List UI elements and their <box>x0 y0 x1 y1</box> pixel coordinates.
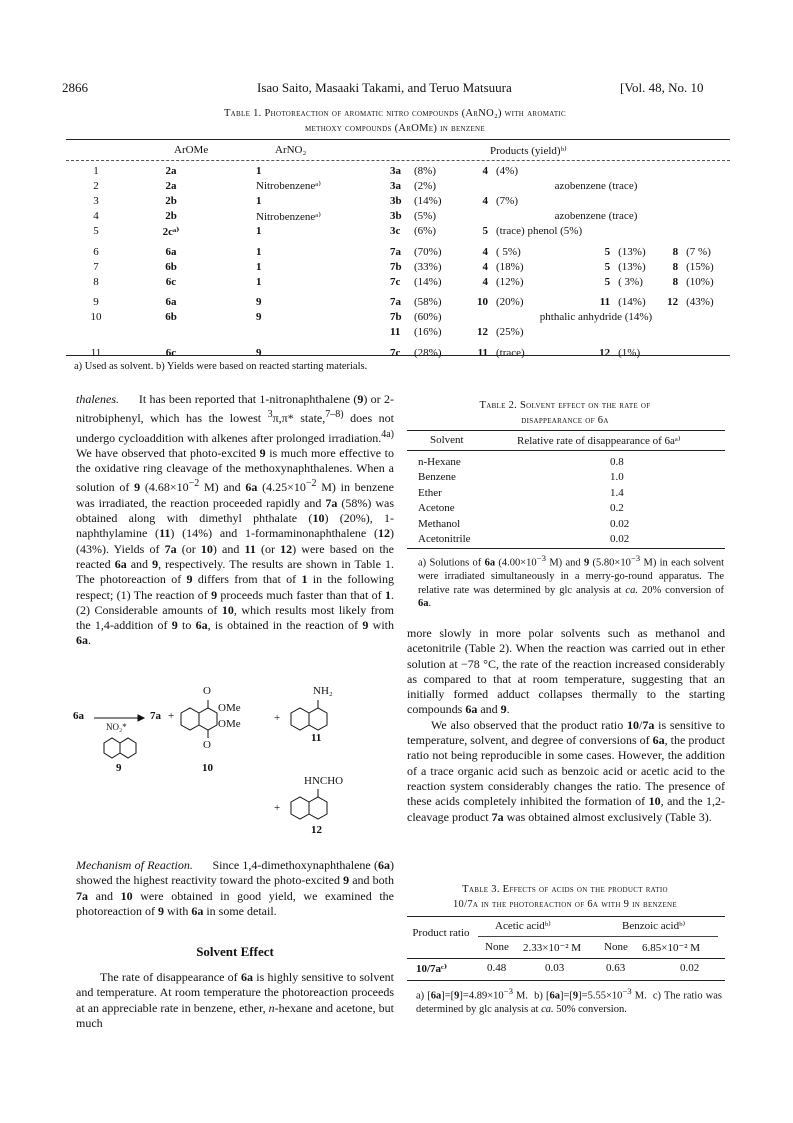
table1-row <box>66 325 730 340</box>
table1-cell-arno2: 9 <box>256 346 262 359</box>
table1-cell-products-text: phthalic anhydride (14%) <box>539 311 653 324</box>
table1-cell-arome: 2cᵃ⁾ <box>162 225 180 238</box>
table3-caption <box>405 882 725 912</box>
table1-cell-yield3 <box>614 325 654 340</box>
table1-cell-product1: 3a <box>390 179 401 192</box>
table2-caption <box>405 398 725 428</box>
table1-cell-yield4: (7 %) <box>686 245 711 258</box>
table2-cell-rate: 0.02 <box>610 533 630 546</box>
table2-cell-rate: 0.02 <box>610 517 630 530</box>
table1-cell-products-text: azobenzene (trace) <box>554 179 638 192</box>
table1-cell-arome: 6c <box>165 275 177 288</box>
table1-cell-products-text: azobenzene (trace) <box>554 210 638 223</box>
table1-cell-product3: 5 <box>604 260 611 273</box>
table3-value-4: 0.02 <box>680 962 700 974</box>
table1-caption-line2: methoxy compounds (ArOMe) in benzene <box>305 123 485 134</box>
table1-cell-product4: 8 <box>672 260 679 273</box>
table1-cell-number <box>66 325 126 340</box>
running-authors: Isao Saito, Masaaki Takami, and Teruo Matsuura <box>257 80 512 95</box>
table1-cell-product2: 4 <box>482 275 488 288</box>
table1-caption <box>60 106 730 136</box>
table1-cell-product4 <box>654 163 682 178</box>
scheme-label-12: 12 <box>311 824 322 836</box>
table1-cell-yield1: (5%) <box>414 210 436 223</box>
table1-cell-product2: 4 <box>482 260 488 273</box>
table1-header-arome: ArOMe <box>174 144 209 156</box>
table1-cell-number: 6 <box>93 245 99 258</box>
table1-cell-product1: 3b <box>390 210 402 223</box>
table1-cell-number: 3 <box>93 194 99 207</box>
table1-cell-yield2: (12%) <box>496 275 524 288</box>
table1-cell-yield2: (20%) <box>496 296 524 309</box>
table1-cell-arno2: Nitrobenzeneᵃ⁾ <box>256 180 321 193</box>
table1-cell-arome: 2a <box>165 179 177 192</box>
table1-row <box>66 290 730 310</box>
table1-cell-product2: 12 <box>477 326 488 339</box>
scheme-label-10: 10 <box>202 762 213 774</box>
table2-row <box>418 516 718 532</box>
table1-cell-product2: 4 <box>482 194 488 207</box>
table2-cell-rate: 1.4 <box>610 486 624 499</box>
table3-sub-conc-1: 2.33×10⁻² M <box>523 942 582 954</box>
table2-caption-line2: disappearance of 6a <box>521 415 609 426</box>
table1-cell-number: 7 <box>93 260 99 273</box>
table1-cell-product4: 8 <box>672 275 679 288</box>
table1-cell-yield3: (14%) <box>618 296 646 309</box>
table1-cell-product1: 7a <box>390 245 401 258</box>
table2-cell-solvent: Benzene <box>418 471 456 484</box>
table1-cell-yield2: (trace) phenol (5%) <box>496 225 583 238</box>
table1-cell-yield1: (14%) <box>414 194 442 207</box>
table2-row <box>418 454 718 470</box>
table1-cell-yield4: (10%) <box>686 275 714 288</box>
table1-cell-product3: 5 <box>604 245 611 258</box>
scheme-reactant-6a: 6a <box>73 710 84 722</box>
table1-cell-arome: 2b <box>165 194 177 207</box>
table1-cell-product1: 7a <box>390 296 401 309</box>
table1-cell-product1: 3c <box>390 225 401 238</box>
table1-cell-yield3 <box>614 224 654 239</box>
table1-cell-product1: 7b <box>390 260 402 273</box>
table1-cell-product4 <box>654 193 682 208</box>
table1-cell-product4: 8 <box>672 245 679 258</box>
table1-cell-arome: 2b <box>165 210 177 223</box>
scheme-plus-1: + <box>168 710 175 722</box>
table2-caption-line1: Table 2. Solvent effect on the rate of <box>479 400 651 411</box>
table1-cell-yield1: (70%) <box>414 245 442 258</box>
table1-cell-number: 8 <box>93 275 99 288</box>
scheme-label-11: 11 <box>311 732 322 744</box>
reaction-scheme <box>66 680 396 855</box>
table1-cell-arome: 6a <box>165 245 177 258</box>
table2-cell-rate: 0.8 <box>610 455 624 468</box>
table2-header-rate: Relative rate of disappearance of 6aᵃ⁾ <box>517 435 681 447</box>
table1-cell-product1: 11 <box>390 326 401 339</box>
table1-cell-arno2: Nitrobenzeneᵃ⁾ <box>256 210 321 223</box>
table1-footnote: a) Used as solvent. b) Yields were based on reacted starting materials. <box>74 361 368 372</box>
table2-row <box>418 501 718 517</box>
table3-caption-line1: Table 3. Effects of acids on the product ratio <box>462 884 668 895</box>
table1-cell-arno2: 1 <box>256 164 262 177</box>
table1-row <box>66 239 730 259</box>
table1-cell-yield2: (trace) <box>496 346 525 359</box>
table3-sub-none-2: None <box>604 941 628 953</box>
table1-cell-arno2 <box>216 325 386 340</box>
table1-cell-yield4: (15%) <box>686 260 714 273</box>
table1-row <box>66 163 730 178</box>
table1-cell-product4 <box>654 325 682 340</box>
table1-cell-product2: 11 <box>477 346 488 359</box>
table2-row <box>418 532 718 548</box>
table1-cell-product3 <box>586 325 614 340</box>
left-para2: Mechanism of Reaction. Since 1,4-dimethoxynaphthalene (6a) showed the highest reactivity toward the photo-excited 9 and both 7a and 10 were obtained in good yield, we examined the photoreaction of 9 with 6a in some detail. <box>76 858 394 918</box>
table3-value-3: 0.63 <box>606 962 626 974</box>
table1-cell-yield4 <box>682 193 730 208</box>
table1-caption-line1: Table 1. Photoreaction of aromatic nitro compounds (ArNO₂) with aromatic <box>223 108 567 119</box>
table1-cell-number: 5 <box>93 225 99 238</box>
table1-cell-number: 2 <box>93 179 99 192</box>
table1-cell-yield2: (18%) <box>496 260 524 273</box>
table2-cell-solvent: Ether <box>418 486 442 499</box>
table1-row <box>66 193 730 208</box>
table3-value-2: 0.03 <box>545 962 565 974</box>
table3-row-label: 10/7aᶜ⁾ <box>416 963 448 975</box>
table1-cell-number: 9 <box>93 296 99 309</box>
table1-cell-arno2: 1 <box>256 225 262 238</box>
table1-cell-product4 <box>654 340 682 360</box>
left-para1: thalenes. It has been reported that 1-nitronaphthalene (9) or 2-nitrobiphenyl, which has the lowest $^3$π,π* state,$^{7-8)}$ does not undergo cycloaddition with alkenes after prolonged irradiation.$^{4a)}$ We have observed that photo-excited 9 is much more effective to the oxidative ring cleavage of the methoxynaphthalenes. When a solution of 9 ($4.68\times 10^{-2}$ M) and 6a ($4.25\times 10^{-2}$ M) in benzene was irradiated, the reaction proceeded rapidly and 7a (58%) was obtained along with dimethyl phthalate (10) (20%), 1-naphthylamine (11) (14%) and 1-formaminonaphthalene (12) (43%). Yields of 7a (or 10) and 11 (or 12) were based on the reacted 6a and 9, respectively. The results are shown in Table 1. The photoreaction of 9 differs from that of 1 in the following respect; (1) The reaction of 9 proceeds much faster than that of 1. (2) Considerable amounts of 10, which results most likely from the 1,4-addition of 9 to 6a, is obtained in the reaction of 9 with 6a. <box>76 392 395 648</box>
table1-cell-yield3: (13%) <box>618 245 646 258</box>
table1-cell-yield1: (58%) <box>414 296 442 309</box>
table1-cell-number: 1 <box>93 164 99 177</box>
table1-cell-yield2: ( 5%) <box>496 245 521 258</box>
scheme-ome-1: OMe <box>218 702 241 714</box>
table1-cell-number: 4 <box>93 210 99 223</box>
table1-cell-yield1: (28%) <box>414 346 442 359</box>
table1-cell-arome: 2a <box>165 164 177 177</box>
section-heading-solvent-effect: Solvent Effect <box>196 944 274 959</box>
table1-row <box>66 340 730 360</box>
table1-cell-arome: 6b <box>165 311 177 324</box>
table1-cell-yield1: (8%) <box>414 164 436 177</box>
table1-cell-yield1: (14%) <box>414 275 442 288</box>
table2-cell-rate: 0.2 <box>610 502 624 515</box>
table1 <box>66 163 730 360</box>
table2-footnote: a) Solutions of 6a ($4.00\times 10^{-3}$ M) and 9 ($5.80\times 10^{-3}$ M) in each solvent were irradiated simultaneously in a merry-go-round apparatus. The relative rate was determined by glc analysis at ca. 20% conversion of 6a. <box>418 553 725 609</box>
table1-cell-product4: 12 <box>667 296 679 309</box>
table3-benzoic-label: Benzoic acidᵇ⁾ <box>622 920 686 932</box>
table1-cell-yield1: (33%) <box>414 260 442 273</box>
table1-row <box>66 274 730 289</box>
table1-cell-yield4 <box>682 163 730 178</box>
table1-cell-product1: 7c <box>390 346 401 359</box>
table1-cell-arome <box>126 325 216 340</box>
table1-cell-product3 <box>586 193 614 208</box>
table1-cell-yield2: (7%) <box>496 194 518 207</box>
scheme-hncho: HNCHO <box>304 775 344 787</box>
table2-row <box>418 485 718 501</box>
scheme-arrow-label: NO₂* <box>106 722 127 732</box>
table2-cell-solvent: n-Hexane <box>418 455 461 468</box>
table1-cell-product2: 4 <box>482 245 488 258</box>
scheme-o-top: O <box>203 685 211 697</box>
table1-cell-yield3 <box>614 193 654 208</box>
scheme-plus-2: + <box>274 712 281 724</box>
table1-cell-product2: 4 <box>482 164 488 177</box>
table1-cell-yield4 <box>682 340 730 360</box>
table1-row <box>66 224 730 239</box>
table1-cell-product1: 3a <box>390 164 401 177</box>
table2-header-solvent: Solvent <box>430 434 464 446</box>
table1-cell-product2: 5 <box>482 225 488 238</box>
table1-cell-yield3: (13%) <box>618 260 646 273</box>
table1-cell-yield3: ( 3%) <box>618 275 643 288</box>
volume-info: [Vol. 48, No. 10 <box>620 80 704 95</box>
table1-cell-arno2: 9 <box>256 311 262 324</box>
scheme-nh2: NH₂ <box>313 685 333 697</box>
table1-cell-arome: 6a <box>165 296 177 309</box>
table1-cell-arome: 6b <box>165 260 177 273</box>
table1-cell-arno2: 1 <box>256 194 262 207</box>
table1-cell-product3: 11 <box>599 296 611 309</box>
left-para3: The rate of disappearance of 6a is highly sensitive to solvent and temperature. At room temperature the photoreaction proceeds at an appreciable rate in benzene, ether, n-hexane and acetone, but much <box>76 970 394 1030</box>
table1-cell-arno2: 1 <box>256 275 262 288</box>
table2-cell-solvent: Acetonitrile <box>418 533 471 546</box>
table1-cell-yield1: (2%) <box>414 179 436 192</box>
table1-cell-arome: 6c <box>165 346 177 359</box>
table1-cell-product3 <box>586 224 614 239</box>
table3-value-1: 0.48 <box>487 962 507 974</box>
table3-caption-line2: 10/7a in the photoreaction of 6a with 9 in benzene <box>453 899 677 910</box>
table1-cell-yield1: (16%) <box>414 326 442 339</box>
table2-cell-solvent: Methanol <box>418 517 461 530</box>
table1-cell-yield1: (60%) <box>414 311 442 324</box>
scheme-ome-2: OMe <box>218 718 241 730</box>
table1-cell-yield1: (6%) <box>414 225 436 238</box>
table1-cell-arno2: 1 <box>256 260 262 273</box>
scheme-plus-3: + <box>274 802 281 814</box>
table3-sub-conc-2: 6.85×10⁻² M <box>642 942 701 954</box>
table1-header-products: Products (yield)ᵇ⁾ <box>490 145 567 157</box>
scheme-o-bottom: O <box>203 739 211 751</box>
table1-cell-arno2: 1 <box>256 245 262 258</box>
table1-cell-yield3: (1%) <box>618 346 641 359</box>
table1-cell-number: 11 <box>90 346 102 359</box>
table1-cell-yield2: (4%) <box>496 164 518 177</box>
table1-cell-yield3 <box>614 163 654 178</box>
table1-cell-arno2: 9 <box>256 296 262 309</box>
table2-cell-rate: 1.0 <box>610 471 624 484</box>
table1-row <box>66 209 730 224</box>
right-para1: more slowly in more polar solvents such as methanol and acetonitrile (Table 2). When the reaction was carried out in ether solution at −78 °C, the rate of the reaction increased considerably as compared to that at room temperature, suggesting that an initially formed adduct collapses thermally to the starting compounds 6a and 9. We also observed that the product ratio 10/7a is sensitive to temperature, solvent, and degree of conversions of 6a, the product ratio not being reproducible in some cases. However, the addition of a trace organic acid such as benzoic acid or acetic acid to the reaction system considerably changes the ratio. The presence of these acids completely inhibited the formation of 10, and the 1,2-cleavage product 7a was obtained almost exclusively (Table 3). <box>407 626 726 824</box>
table1-cell-yield4 <box>682 224 730 239</box>
scheme-label-9: 9 <box>116 762 122 774</box>
table2 <box>418 454 718 547</box>
table1-cell-product4 <box>654 224 682 239</box>
table2-cell-solvent: Acetone <box>418 502 455 515</box>
table1-cell-product1: 7c <box>390 275 401 288</box>
table1-cell-yield4: (43%) <box>686 296 714 309</box>
table1-header-arno2: ArNO₂ <box>275 144 307 156</box>
table1-cell-product3 <box>586 163 614 178</box>
table2-row <box>418 470 718 486</box>
page-number: 2866 <box>62 80 88 95</box>
table3-acetic-label: Acetic acidᵇ⁾ <box>495 920 551 932</box>
table1-row <box>66 178 730 193</box>
scheme-product-7a: 7a <box>150 710 161 722</box>
table1-cell-product2: 10 <box>477 296 488 309</box>
table3-footnote: a) $[6a]=[9]=4.89\times 10^{-3}$ M. b) $[6a]=[9]=5.55\times 10^{-3}$ M. c) The ratio was determined by glc analysis at ca. 50% conversion. <box>416 986 722 1015</box>
table1-cell-product1: 3b <box>390 194 402 207</box>
table1-cell-product1: 7b <box>390 311 402 324</box>
table3-product-ratio-label: Product ratio <box>412 927 470 939</box>
table1-row <box>66 310 730 325</box>
table1-cell-number: 10 <box>90 311 102 324</box>
table3-sub-none-1: None <box>485 941 509 953</box>
table1-cell-product3: 5 <box>604 275 611 288</box>
table1-cell-yield4 <box>682 325 730 340</box>
table1-cell-product3: 12 <box>599 346 611 359</box>
table1-cell-yield2: (25%) <box>496 326 524 339</box>
table1-row <box>66 259 730 274</box>
